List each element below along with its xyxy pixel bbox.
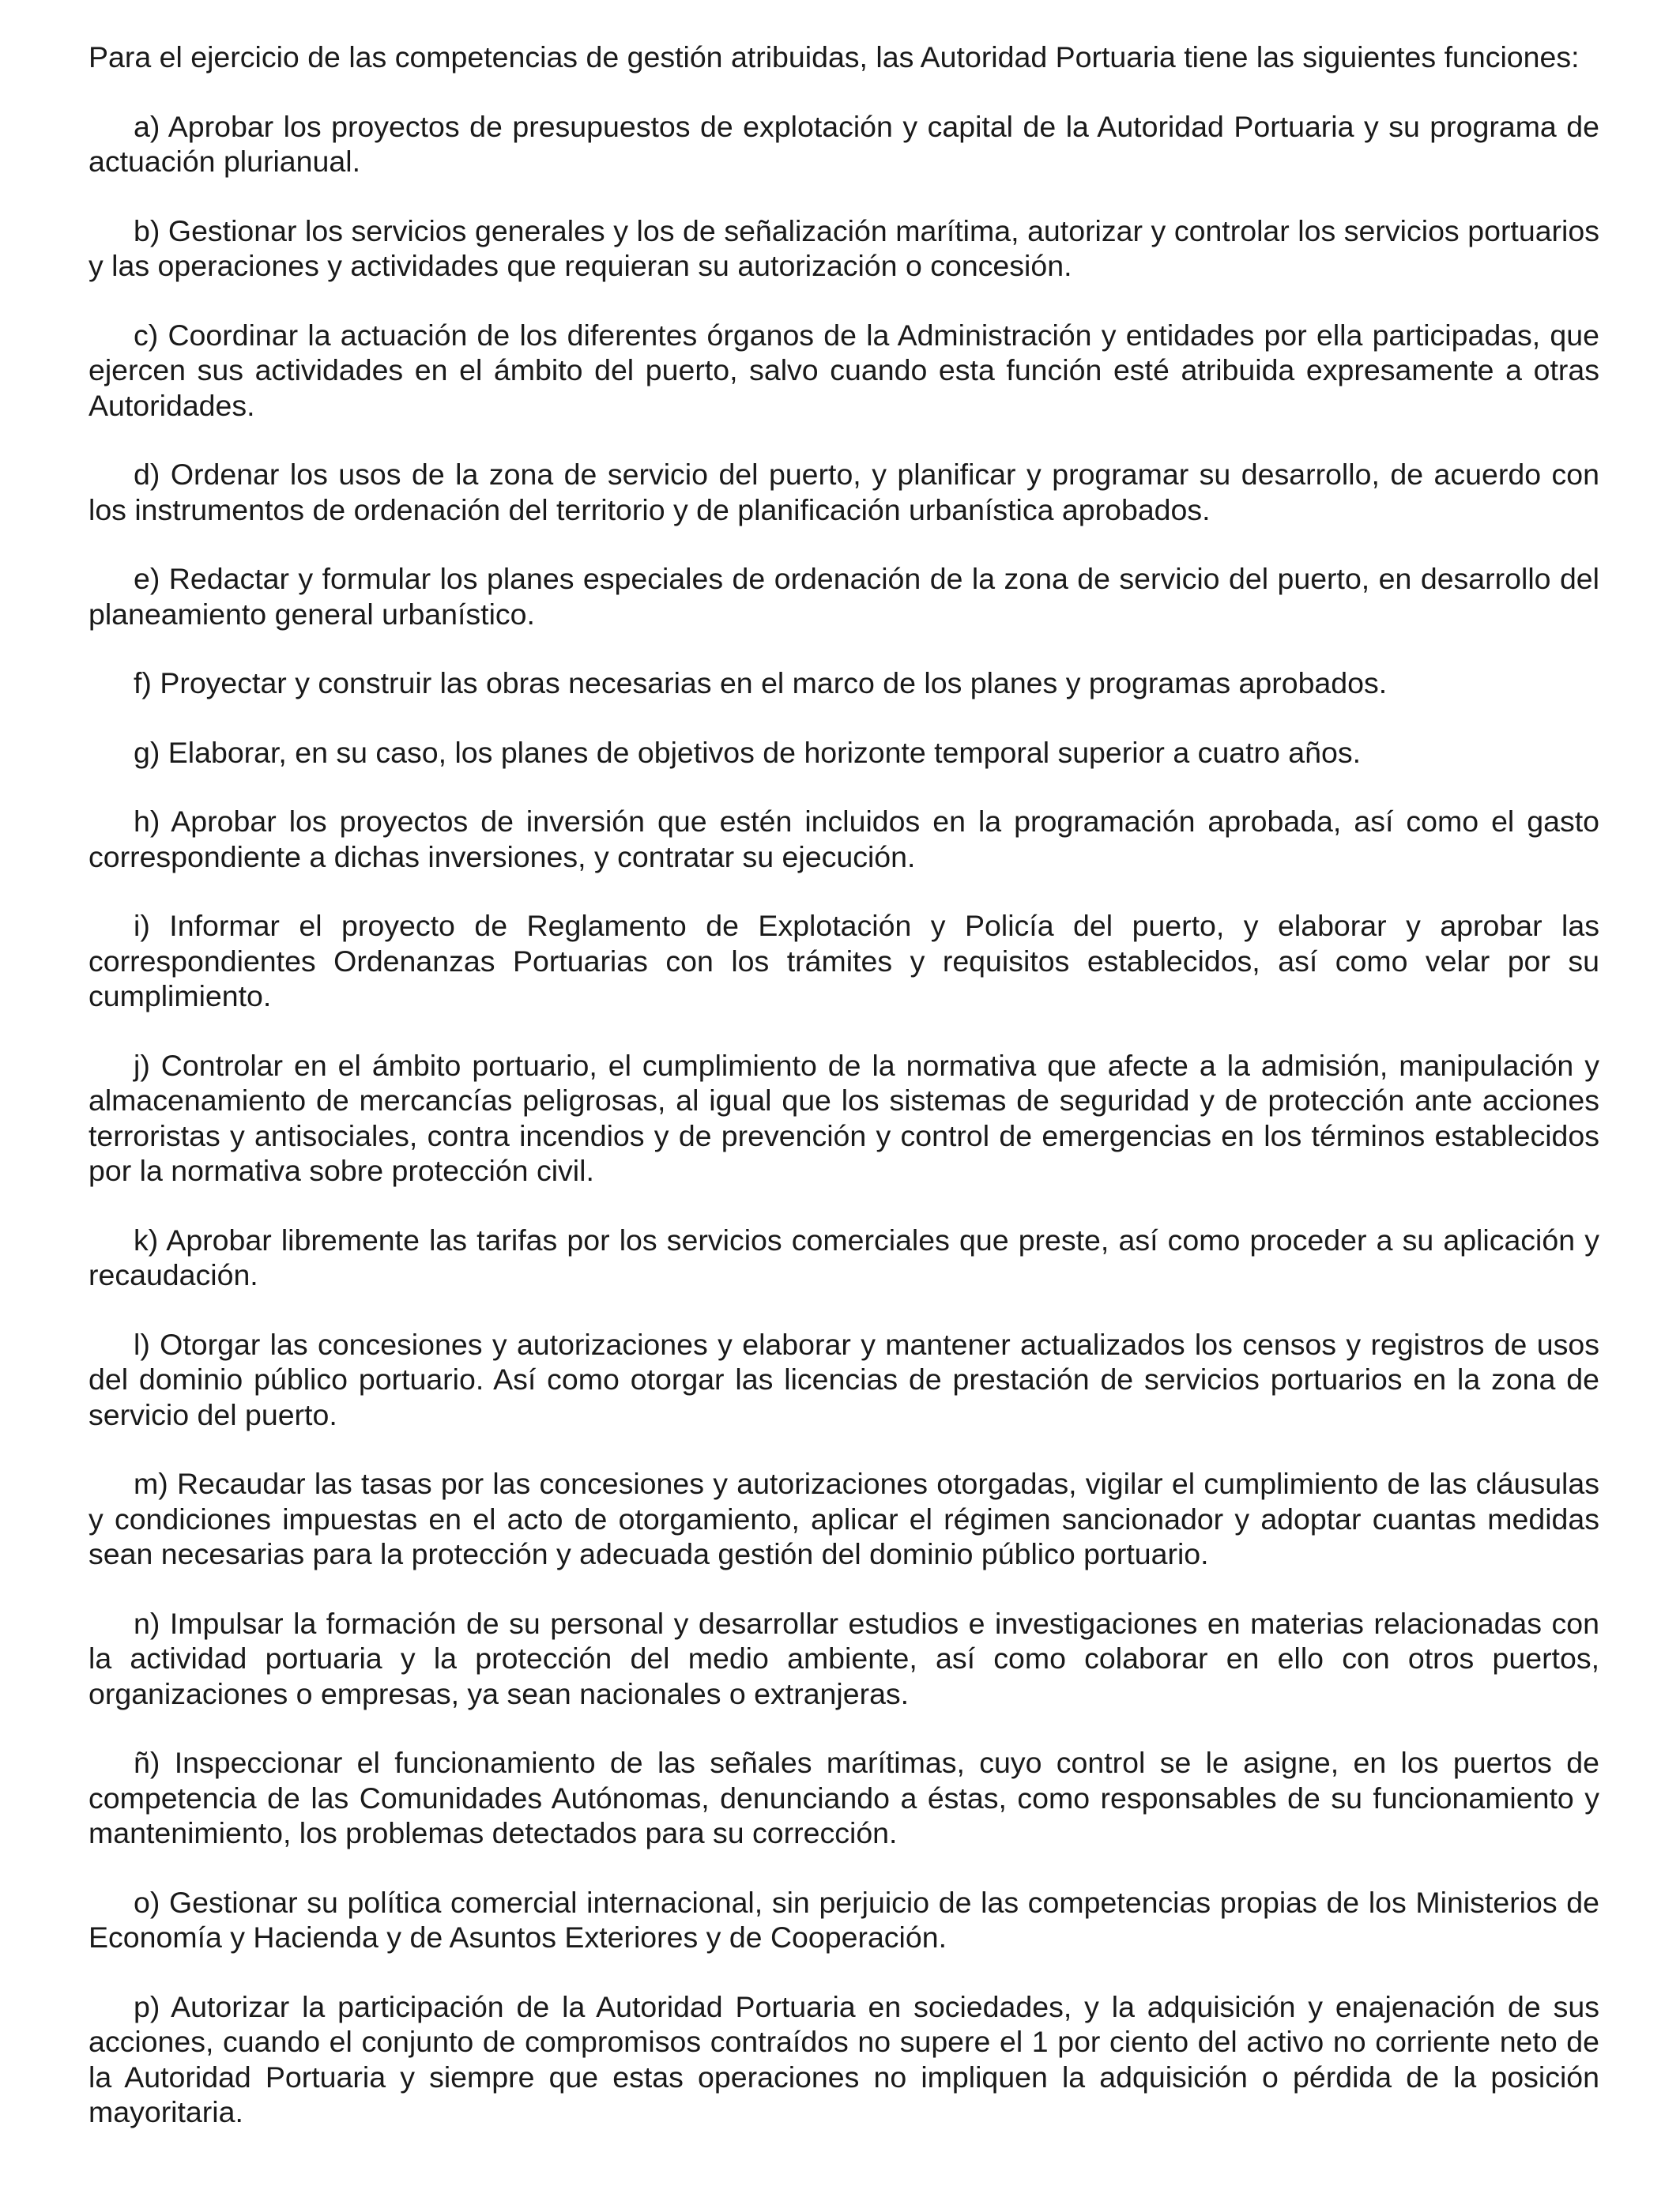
list-item-g: g) Elaborar, en su caso, los planes de objetivos de horizonte temporal superior a cuatro años. — [134, 735, 1361, 769]
list-item-enye: ñ) Inspeccionar el funcionamiento de las señales marítimas, cuyo control se le asigne, en los puertos de competencia de las Comunidades Autónomas, denunciando a éstas, como responsables de su funcionamiento y mantenimiento, los problemas detectados para su corrección. — [89, 1746, 1599, 1849]
list-item-f: f) Proyectar y construir las obras necesarias en el marco de los planes y programas aprobados. — [134, 666, 1388, 699]
list-item-k: k) Aprobar libremente las tarifas por los servicios comerciales que preste, así como proceder a su aplicación y recaudación. — [89, 1223, 1599, 1291]
list-item-e: e) Redactar y formular los planes especiales de ordenación de la zona de servicio del puerto, en desarrollo del planeamiento general urbanístico. — [89, 562, 1599, 631]
list-item-j: j) Controlar en el ámbito portuario, el cumplimiento de la normativa que afecte a la admisión, manipulación y almacenamiento de mercancías peligrosas, al igual que los sistemas de seguridad y de protección ante acciones terroristas y antisociales, contra incendios y de prevención y control de emergencias en los términos establecidos por la normativa sobre protección civil. — [89, 1048, 1599, 1187]
list-item-d: d) Ordenar los usos de la zona de servicio del puerto, y planificar y programar su desarrollo, de acuerdo con los instrumentos de ordenación del territorio y de planificación urbanística aprobados. — [89, 458, 1599, 526]
list-item-i: i) Informar el proyecto de Reglamento de Explotación y Policía del puerto, y elaborar y aprobar las correspondientes Ordenanzas Portuarias con los trámites y requisitos establecidos, así como velar por su cumplimiento. — [89, 909, 1599, 1012]
list-item-n: n) Impulsar la formación de su personal y desarrollar estudios e investigaciones en materias relacionadas con la actividad portuaria y la protección del medio ambiente, así como colaborar en ello con otros puertos, organizaciones o empresas, ya sean nacionales o extranjeras. — [89, 1606, 1599, 1710]
list-item-a: a) Aprobar los proyectos de presupuestos de explotación y capital de la Autoridad Portuaria y su programa de actuación plurianual. — [89, 109, 1599, 178]
list-item-p: p) Autorizar la participación de la Autoridad Portuaria en sociedades, y la adquisición y enajenación de sus acciones, cuando el conjunto de compromisos contraídos no supere el 1 por ciento del activo no corriente neto de la Autoridad Portuaria y siempre que estas operaciones no impliquen la adquisición o pérdida de la posición mayoritaria. — [89, 1989, 1599, 2128]
list-item-b: b) Gestionar los servicios generales y los de señalización marítima, autorizar y controlar los servicios portuarios y las operaciones y actividades que requieran su autorización o concesión. — [89, 213, 1599, 282]
document-page — [89, 40, 1599, 2130]
list-item-h: h) Aprobar los proyectos de inversión que estén incluidos en la programación aprobada, así como el gasto correspondiente a dichas inversiones, y contratar su ejecución. — [89, 805, 1599, 873]
intro-paragraph: Para el ejercicio de las competencias de gestión atribuidas, las Autoridad Portuaria tiene las siguientes funciones: — [89, 40, 1580, 74]
list-item-c: c) Coordinar la actuación de los diferentes órganos de la Administración y entidades por ella participadas, que ejercen sus actividades en el ámbito del puerto, salvo cuando esta función esté atribuida expresamente a otras Autoridades. — [89, 318, 1599, 422]
list-item-l: l) Otorgar las concesiones y autorizaciones y elaborar y mantener actualizados los censos y registros de usos del dominio público portuario. Así como otorgar las licencias de prestación de servicios portuarios en la zona de servicio del puerto. — [89, 1327, 1599, 1431]
list-item-o: o) Gestionar su política comercial internacional, sin perjuicio de las competencias propias de los Ministerios de Economía y Hacienda y de Asuntos Exteriores y de Cooperación. — [89, 1885, 1599, 1954]
list-item-m: m) Recaudar las tasas por las concesiones y autorizaciones otorgadas, vigilar el cumplimiento de las cláusulas y condiciones impuestas en el acto de otorgamiento, aplicar el régimen sancionador y adoptar cuantas medidas sean necesarias para la protección y adecuada gestión del dominio público portuario. — [89, 1467, 1599, 1570]
